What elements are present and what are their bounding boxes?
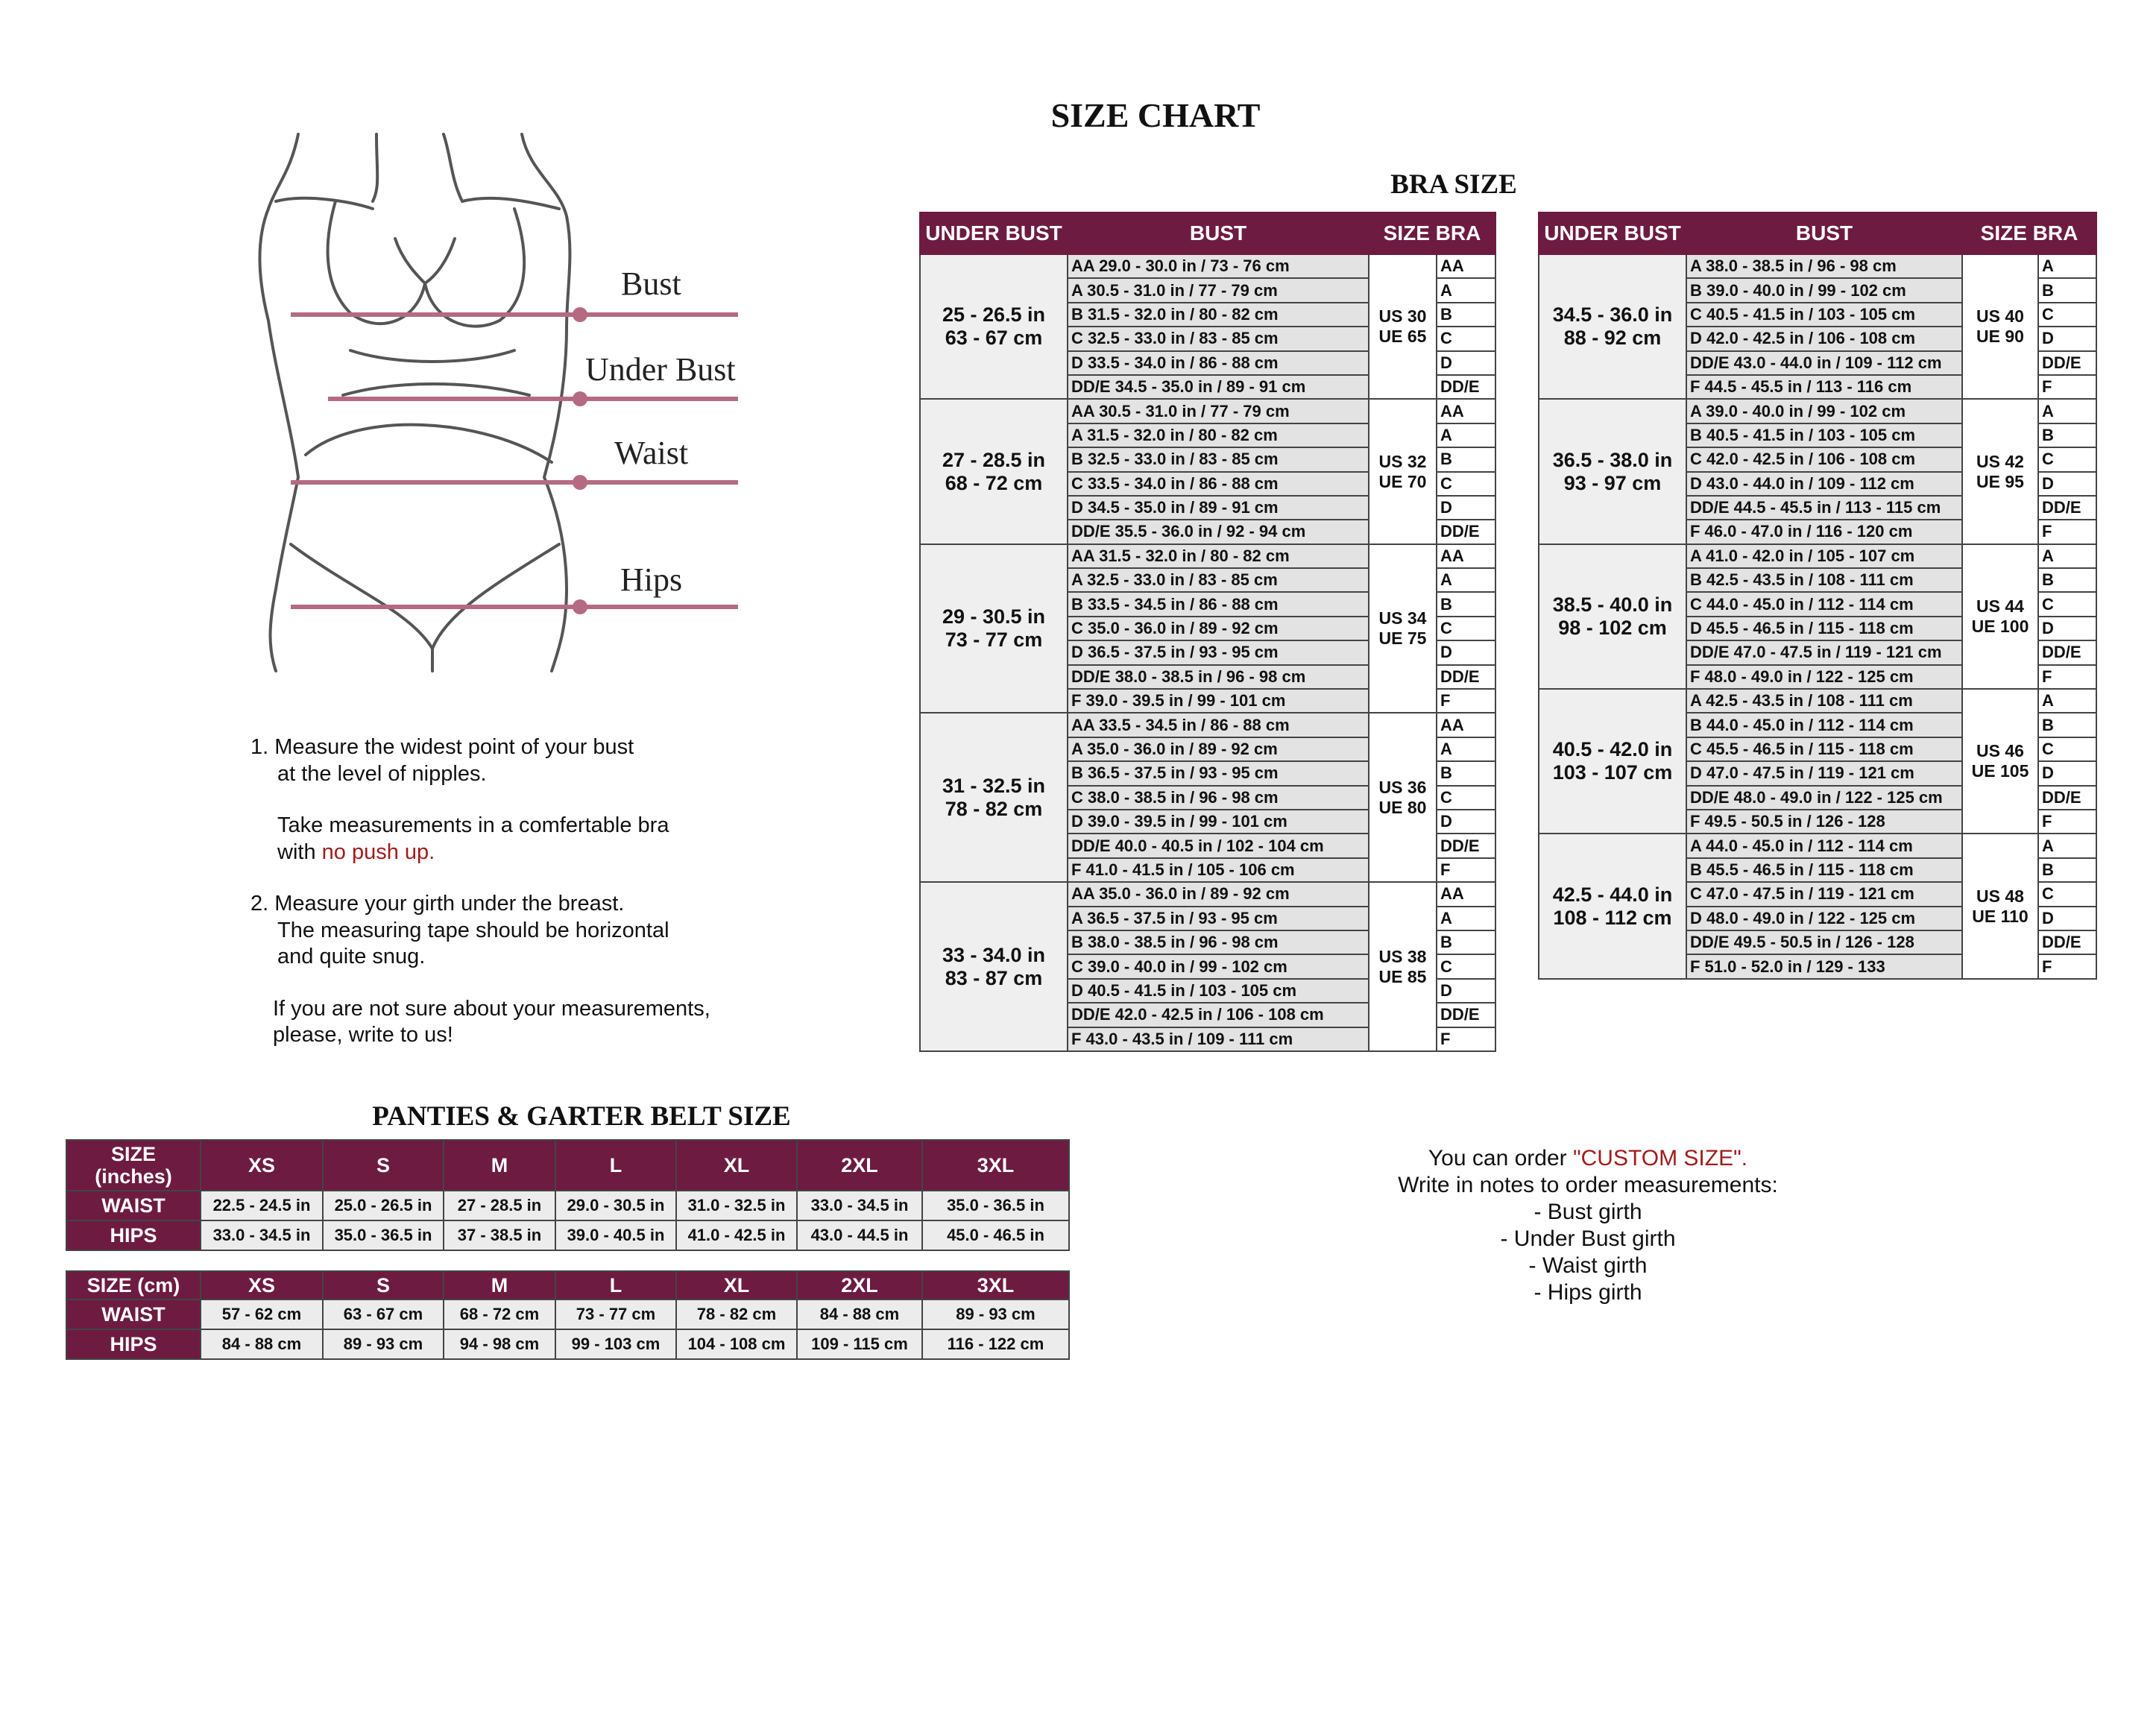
bra-size-row xyxy=(920,713,1495,737)
measurement-cell: 39.0 - 40.5 in xyxy=(555,1220,676,1250)
band-size-us: US 48 xyxy=(1976,886,2024,906)
cup-size: D xyxy=(2038,327,2096,350)
bra-size-row xyxy=(1539,399,2096,423)
cup-size: A xyxy=(2038,689,2096,713)
measurement-cell: 57 - 62 cm xyxy=(201,1299,323,1329)
bust-measurement: C 32.5 - 33.0 in / 83 - 85 cm xyxy=(1068,327,1369,350)
bust-measurement: C 35.0 - 36.0 in / 89 - 92 cm xyxy=(1068,617,1369,640)
cup-size: D xyxy=(2038,617,2096,640)
under-bust-inches: 27 - 28.5 in xyxy=(942,448,1046,471)
cup-size: D xyxy=(2038,472,2096,496)
band-size-cell xyxy=(1369,544,1437,713)
panties-row xyxy=(66,1191,1069,1220)
size-corner-line1: SIZE xyxy=(110,1143,156,1165)
size-inches-corner xyxy=(66,1140,201,1191)
measurement-cell: 116 - 122 cm xyxy=(922,1329,1069,1359)
custom-note-line xyxy=(1267,1145,1908,1172)
instruction-line: If you are not sure about your measurements, xyxy=(273,996,710,1021)
instruction-line: 2. Measure your girth under the breast. xyxy=(250,892,625,916)
torso-illustration xyxy=(246,127,768,693)
bust-measurement: A 35.0 - 36.0 in / 89 - 92 cm xyxy=(1068,737,1369,761)
bust-measurement: C 33.5 - 34.0 in / 86 - 88 cm xyxy=(1068,472,1369,496)
cup-size: D xyxy=(1437,640,1495,664)
row-label: HIPS xyxy=(66,1220,201,1250)
cup-size: C xyxy=(1437,617,1495,640)
bust-measurement: A 30.5 - 31.0 in / 77 - 79 cm xyxy=(1068,278,1369,302)
bust-measurement: B 36.5 - 37.5 in / 93 - 95 cm xyxy=(1068,761,1369,785)
size-m: M xyxy=(444,1140,555,1191)
cup-size: C xyxy=(2038,447,2096,471)
measurement-cell: 33.0 - 34.5 in xyxy=(797,1191,922,1220)
bust-measurement: A 39.0 - 40.0 in / 99 - 102 cm xyxy=(1686,399,1962,423)
under-bust-cm: 63 - 67 cm xyxy=(945,327,1043,350)
measurement-cell: 94 - 98 cm xyxy=(444,1329,555,1359)
cup-size: F xyxy=(2038,375,2096,399)
cup-size: B xyxy=(2038,858,2096,882)
measurement-cell: 45.0 - 46.5 in xyxy=(922,1220,1069,1250)
under-bust-cm: 78 - 82 cm xyxy=(945,797,1043,820)
measurement-cell: 43.0 - 44.5 in xyxy=(797,1220,922,1250)
no-push-up-highlight: no push up. xyxy=(321,839,435,864)
under-bust-cell xyxy=(1539,834,1686,978)
bra-size-row xyxy=(1539,834,2096,857)
cup-size: A xyxy=(2038,399,2096,423)
bust-measurement: B 45.5 - 46.5 in / 115 - 118 cm xyxy=(1686,858,1962,882)
size-2xl: 2XL xyxy=(797,1271,922,1299)
cup-size: B xyxy=(2038,713,2096,737)
size-xl: XL xyxy=(676,1140,797,1191)
custom-note-text: You can order xyxy=(1428,1146,1573,1171)
band-size-ue: UE 70 xyxy=(1378,471,1427,491)
bust-measurement: C 47.0 - 47.5 in / 119 - 121 cm xyxy=(1686,882,1962,906)
bust-measurement: DD/E 44.5 - 45.5 in / 113 - 115 cm xyxy=(1686,496,1962,520)
bust-measurement: F 41.0 - 41.5 in / 105 - 106 cm xyxy=(1068,858,1369,882)
band-size-ue: UE 100 xyxy=(1971,616,2029,636)
bust-measurement: F 43.0 - 43.5 in / 109 - 111 cm xyxy=(1068,1027,1369,1051)
header-under-bust: UNDER BUST xyxy=(1539,212,1686,254)
band-size-ue: UE 65 xyxy=(1378,327,1427,347)
size-xs: XS xyxy=(201,1271,323,1299)
bust-measurement: DD/E 35.5 - 36.0 in / 92 - 94 cm xyxy=(1068,520,1369,544)
measurement-cell: 35.0 - 36.5 in xyxy=(922,1191,1069,1220)
cup-size: D xyxy=(1437,810,1495,834)
bra-size-heading: BRA SIZE xyxy=(1390,169,1517,200)
measurement-cell: 63 - 67 cm xyxy=(323,1299,444,1329)
cup-size: B xyxy=(2038,278,2096,302)
under-bust-cell xyxy=(920,254,1068,399)
bust-measurement: DD/E 34.5 - 35.0 in / 89 - 91 cm xyxy=(1068,375,1369,399)
cup-size: B xyxy=(1437,447,1495,471)
band-size-cell xyxy=(1962,689,2038,834)
bust-measurement: B 32.5 - 33.0 in / 83 - 85 cm xyxy=(1068,447,1369,471)
bust-measurement: C 38.0 - 38.5 in / 96 - 98 cm xyxy=(1068,786,1369,810)
cup-size: F xyxy=(1437,689,1495,713)
under-bust-inches: 25 - 26.5 in xyxy=(942,303,1046,327)
instruction-text: with xyxy=(277,839,322,864)
bust-measurement: A 41.0 - 42.0 in / 105 - 107 cm xyxy=(1686,544,1962,568)
under-bust-cm: 98 - 102 cm xyxy=(1558,616,1667,639)
bust-measurement: DD/E 42.0 - 42.5 in / 106 - 108 cm xyxy=(1068,1003,1369,1027)
bust-measurement: D 36.5 - 37.5 in / 93 - 95 cm xyxy=(1068,640,1369,664)
bust-measurement: D 34.5 - 35.0 in / 89 - 91 cm xyxy=(1068,496,1369,520)
under-bust-inches: 29 - 30.5 in xyxy=(942,605,1046,628)
bust-measurement: B 40.5 - 41.5 in / 103 - 105 cm xyxy=(1686,423,1962,447)
measurement-cell: 84 - 88 cm xyxy=(797,1299,922,1329)
panties-row xyxy=(66,1329,1069,1359)
band-size-cell xyxy=(1962,544,2038,689)
bust-measurement: AA 33.5 - 34.5 in / 86 - 88 cm xyxy=(1068,713,1369,737)
bust-measurement: C 42.0 - 42.5 in / 106 - 108 cm xyxy=(1686,447,1962,471)
bust-measurement: D 42.0 - 42.5 in / 106 - 108 cm xyxy=(1686,327,1962,350)
cup-size: C xyxy=(1437,954,1495,978)
measurement-cell: 109 - 115 cm xyxy=(797,1329,922,1359)
bust-measurement: DD/E 38.0 - 38.5 in / 96 - 98 cm xyxy=(1068,665,1369,689)
measurement-cell: 41.0 - 42.5 in xyxy=(676,1220,797,1250)
under-bust-inches: 42.5 - 44.0 in xyxy=(1552,883,1673,906)
bust-measurement: B 31.5 - 32.0 in / 80 - 82 cm xyxy=(1068,303,1369,327)
bust-measurement: DD/E 48.0 - 49.0 in / 122 - 125 cm xyxy=(1686,786,1962,810)
bust-measurement: D 43.0 - 44.0 in / 109 - 112 cm xyxy=(1686,472,1962,496)
size-3xl: 3XL xyxy=(922,1271,1069,1299)
band-size-us: US 42 xyxy=(1976,451,2024,471)
measurement-cell: 89 - 93 cm xyxy=(323,1329,444,1359)
measurement-cell: 27 - 28.5 in xyxy=(444,1191,555,1220)
cup-size: C xyxy=(1437,786,1495,810)
cup-size: A xyxy=(1437,737,1495,761)
size-s: S xyxy=(323,1140,444,1191)
cup-size: F xyxy=(2038,954,2096,978)
bra-size-row xyxy=(1539,544,2096,568)
measurement-cell: 89 - 93 cm xyxy=(922,1299,1069,1329)
cup-size: A xyxy=(2038,834,2096,857)
bust-measurement: B 33.5 - 34.5 in / 86 - 88 cm xyxy=(1068,592,1369,616)
band-size-cell xyxy=(1369,254,1437,399)
bust-measurement: DD/E 49.5 - 50.5 in / 126 - 128 xyxy=(1686,930,1962,954)
cup-size: C xyxy=(1437,472,1495,496)
measurement-cell: 22.5 - 24.5 in xyxy=(201,1191,323,1220)
under-bust-cell xyxy=(1539,399,1686,544)
bra-size-table-right xyxy=(1538,212,2097,980)
size-xs: XS xyxy=(201,1140,323,1191)
cup-size: A xyxy=(1437,423,1495,447)
hips-label: Hips xyxy=(620,561,683,598)
cup-size: B xyxy=(1437,303,1495,327)
row-label: HIPS xyxy=(66,1329,201,1359)
measuring-instructions xyxy=(250,734,787,1049)
bust-measurement: D 40.5 - 41.5 in / 103 - 105 cm xyxy=(1068,979,1369,1003)
cup-size: DD/E xyxy=(2038,640,2096,664)
size-m: M xyxy=(444,1271,555,1299)
band-size-us: US 36 xyxy=(1378,777,1427,797)
cup-size: C xyxy=(2038,882,2096,906)
bust-measurement: D 39.0 - 39.5 in / 99 - 101 cm xyxy=(1068,810,1369,834)
panties-inches-table xyxy=(66,1139,1070,1251)
cup-size: B xyxy=(1437,930,1495,954)
bust-measurement: A 42.5 - 43.5 in / 108 - 111 cm xyxy=(1686,689,1962,713)
cup-size: C xyxy=(2038,737,2096,761)
under-bust-cm: 93 - 97 cm xyxy=(1563,471,1662,494)
cup-size: DD/E xyxy=(1437,375,1495,399)
cup-size: C xyxy=(2038,303,2096,327)
under-bust-cell xyxy=(920,882,1068,1051)
band-size-cell xyxy=(1369,399,1437,544)
measurement-cell: 31.0 - 32.5 in xyxy=(676,1191,797,1220)
band-size-cell xyxy=(1962,254,2038,399)
custom-size-note xyxy=(1267,1145,1908,1306)
cup-size: B xyxy=(1437,761,1495,785)
bust-measurement: F 48.0 - 49.0 in / 122 - 125 cm xyxy=(1686,665,1962,689)
instruction-line: and quite snug. xyxy=(277,945,426,968)
cup-size: F xyxy=(2038,810,2096,834)
under-bust-inches: 33 - 34.0 in xyxy=(942,943,1046,966)
size-s: S xyxy=(323,1271,444,1299)
measurement-cell: 33.0 - 34.5 in xyxy=(201,1220,323,1250)
band-size-us: US 40 xyxy=(1976,306,2024,327)
cup-size: AA xyxy=(1437,713,1495,737)
bust-measurement: D 45.5 - 46.5 in / 115 - 118 cm xyxy=(1686,617,1962,640)
under-bust-cell xyxy=(1539,254,1686,399)
page-title: SIZE CHART xyxy=(1050,96,1261,134)
instruction-line xyxy=(250,839,787,866)
bra-size-row xyxy=(920,254,1495,278)
measurement-cell: 68 - 72 cm xyxy=(444,1299,555,1329)
cup-size: F xyxy=(2038,665,2096,689)
band-size-ue: UE 110 xyxy=(1972,906,2029,926)
cup-size: DD/E xyxy=(2038,351,2096,375)
cup-size: DD/E xyxy=(2038,786,2096,810)
cup-size: A xyxy=(2038,544,2096,568)
row-label: WAIST xyxy=(66,1299,201,1329)
panties-heading: PANTIES & GARTER BELT SIZE xyxy=(372,1101,791,1132)
cup-size: A xyxy=(1437,907,1495,930)
under-bust-inches: 36.5 - 38.0 in xyxy=(1552,448,1673,471)
cup-size: DD/E xyxy=(1437,834,1495,857)
cup-size: AA xyxy=(1437,254,1495,278)
cup-size: D xyxy=(1437,979,1495,1003)
custom-note-item: - Bust girth xyxy=(1534,1200,1642,1224)
custom-note-item: - Waist girth xyxy=(1528,1253,1648,1278)
band-size-ue: UE 90 xyxy=(1976,327,2024,347)
instruction-line: at the level of nipples. xyxy=(277,761,487,786)
cup-size: C xyxy=(1437,327,1495,350)
bust-measurement: D 48.0 - 49.0 in / 122 - 125 cm xyxy=(1686,907,1962,930)
band-size-us: US 44 xyxy=(1976,596,2024,616)
header-size-bra: SIZE BRA xyxy=(1962,212,2096,254)
cup-size: B xyxy=(1437,592,1495,616)
band-size-us: US 34 xyxy=(1378,608,1427,628)
bust-measurement: F 39.0 - 39.5 in / 99 - 101 cm xyxy=(1068,689,1369,713)
under-bust-cm: 83 - 87 cm xyxy=(945,966,1043,989)
under-bust-cm: 108 - 112 cm xyxy=(1553,906,1672,929)
size-3xl: 3XL xyxy=(922,1140,1069,1191)
bra-size-row xyxy=(920,882,1495,906)
cup-size: F xyxy=(1437,1027,1495,1051)
custom-note-line: Write in notes to order measurements: xyxy=(1398,1173,1778,1197)
cup-size: AA xyxy=(1437,882,1495,906)
bust-measurement: F 51.0 - 52.0 in / 129 - 133 xyxy=(1686,954,1962,978)
size-l: L xyxy=(555,1271,676,1299)
cup-size: D xyxy=(2038,907,2096,930)
header-bust: BUST xyxy=(1068,212,1369,254)
bust-measurement: A 38.0 - 38.5 in / 96 - 98 cm xyxy=(1686,254,1962,278)
bust-measurement: F 46.0 - 47.0 in / 116 - 120 cm xyxy=(1686,520,1962,544)
cup-size: B xyxy=(2038,568,2096,592)
under-bust-inches: 40.5 - 42.0 in xyxy=(1552,738,1673,761)
bust-measurement: A 44.0 - 45.0 in / 112 - 114 cm xyxy=(1686,834,1962,857)
custom-note-item: - Hips girth xyxy=(1534,1280,1642,1305)
bra-size-row xyxy=(920,399,1495,423)
bra-size-row xyxy=(1539,254,2096,278)
measurement-cell: 37 - 38.5 in xyxy=(444,1220,555,1250)
bust-measurement: C 44.0 - 45.0 in / 112 - 114 cm xyxy=(1686,592,1962,616)
bust-measurement: DD/E 43.0 - 44.0 in / 109 - 112 cm xyxy=(1686,351,1962,375)
under-bust-cell xyxy=(1539,544,1686,689)
cup-size: D xyxy=(1437,496,1495,520)
bra-size-table-left xyxy=(919,212,1496,1052)
panties-row xyxy=(66,1299,1069,1329)
cup-size: B xyxy=(2038,423,2096,447)
band-size-us: US 46 xyxy=(1976,741,2024,761)
bust-measurement: C 45.5 - 46.5 in / 115 - 118 cm xyxy=(1686,737,1962,761)
instruction-line: 1. Measure the widest point of your bust xyxy=(250,735,634,759)
under-bust-cell xyxy=(1539,689,1686,834)
bust-measurement: DD/E 47.0 - 47.5 in / 119 - 121 cm xyxy=(1686,640,1962,664)
band-size-us: US 38 xyxy=(1378,946,1427,966)
size-2xl: 2XL xyxy=(797,1140,922,1191)
bust-measurement: B 44.0 - 45.0 in / 112 - 114 cm xyxy=(1686,713,1962,737)
cup-size: DD/E xyxy=(1437,665,1495,689)
band-size-us: US 32 xyxy=(1378,451,1427,471)
size-cm-corner: SIZE (cm) xyxy=(66,1271,201,1299)
cup-size: AA xyxy=(1437,544,1495,568)
under-bust-cell xyxy=(920,544,1068,713)
bust-measurement: AA 30.5 - 31.0 in / 77 - 79 cm xyxy=(1068,399,1369,423)
bust-measurement: B 42.5 - 43.5 in / 108 - 111 cm xyxy=(1686,568,1962,592)
measurement-cell: 29.0 - 30.5 in xyxy=(555,1191,676,1220)
bust-measurement: C 40.5 - 41.5 in / 103 - 105 cm xyxy=(1686,303,1962,327)
band-size-us: US 30 xyxy=(1378,306,1427,327)
measurement-cell: 25.0 - 26.5 in xyxy=(323,1191,444,1220)
cup-size: AA xyxy=(1437,399,1495,423)
header-size-bra: SIZE BRA xyxy=(1369,212,1495,254)
custom-note-item: - Under Bust girth xyxy=(1500,1226,1676,1251)
bust-measurement: A 36.5 - 37.5 in / 93 - 95 cm xyxy=(1068,907,1369,930)
cup-size: F xyxy=(2038,520,2096,544)
header-under-bust: UNDER BUST xyxy=(920,212,1068,254)
bust-measurement: DD/E 40.0 - 40.5 in / 102 - 104 cm xyxy=(1068,834,1369,857)
band-size-ue: UE 85 xyxy=(1378,966,1427,986)
band-size-cell xyxy=(1369,713,1437,882)
panties-cm-table xyxy=(66,1270,1070,1360)
under-bust-inches: 38.5 - 40.0 in xyxy=(1552,593,1673,616)
measurement-cell: 104 - 108 cm xyxy=(676,1329,797,1359)
size-l: L xyxy=(555,1140,676,1191)
waist-label: Waist xyxy=(614,435,689,471)
cup-size: A xyxy=(2038,254,2096,278)
bust-measurement: D 47.0 - 47.5 in / 119 - 121 cm xyxy=(1686,761,1962,785)
under-bust-cm: 88 - 92 cm xyxy=(1563,327,1662,350)
bust-measurement: C 39.0 - 40.0 in / 99 - 102 cm xyxy=(1068,954,1369,978)
band-size-cell xyxy=(1962,399,2038,544)
cup-size: C xyxy=(2038,592,2096,616)
cup-size: DD/E xyxy=(2038,930,2096,954)
band-size-ue: UE 75 xyxy=(1378,628,1427,649)
size-corner-line2: (inches) xyxy=(95,1165,172,1188)
instruction-line: please, write to us! xyxy=(273,1023,453,1047)
cup-size: A xyxy=(1437,278,1495,302)
measurement-cell: 78 - 82 cm xyxy=(676,1299,797,1329)
band-size-ue: UE 105 xyxy=(1971,761,2029,781)
bust-measurement: AA 35.0 - 36.0 in / 89 - 92 cm xyxy=(1068,882,1369,906)
measurement-cell: 84 - 88 cm xyxy=(201,1329,323,1359)
header-bust: BUST xyxy=(1686,212,1962,254)
bust-measurement: A 31.5 - 32.0 in / 80 - 82 cm xyxy=(1068,423,1369,447)
bust-measurement: D 33.5 - 34.0 in / 86 - 88 cm xyxy=(1068,351,1369,375)
under-bust-cell xyxy=(920,399,1068,544)
custom-size-highlight: "CUSTOM SIZE". xyxy=(1572,1146,1748,1171)
under-bust-inches: 31 - 32.5 in xyxy=(942,774,1046,797)
cup-size: D xyxy=(2038,761,2096,785)
bust-measurement: B 38.0 - 38.5 in / 96 - 98 cm xyxy=(1068,930,1369,954)
under-bust-cm: 68 - 72 cm xyxy=(945,471,1043,494)
cup-size: D xyxy=(1437,351,1495,375)
bust-measurement: AA 31.5 - 32.0 in / 80 - 82 cm xyxy=(1068,544,1369,568)
bust-measurement: AA 29.0 - 30.0 in / 73 - 76 cm xyxy=(1068,254,1369,278)
cup-size: DD/E xyxy=(1437,520,1495,544)
band-size-ue: UE 80 xyxy=(1378,797,1427,817)
under-bust-label: Under Bust xyxy=(585,351,736,388)
measurement-cell: 99 - 103 cm xyxy=(555,1329,676,1359)
under-bust-inches: 34.5 - 36.0 in xyxy=(1552,303,1673,327)
bust-measurement: F 49.5 - 50.5 in / 126 - 128 xyxy=(1686,810,1962,834)
size-xl: XL xyxy=(676,1271,797,1299)
measurement-cell: 73 - 77 cm xyxy=(555,1299,676,1329)
under-bust-cell xyxy=(920,713,1068,882)
panties-row xyxy=(66,1220,1069,1250)
cup-size: A xyxy=(1437,568,1495,592)
under-bust-cm: 73 - 77 cm xyxy=(945,628,1043,652)
band-size-cell xyxy=(1369,882,1437,1051)
bra-size-row xyxy=(1539,689,2096,713)
under-bust-cm: 103 - 107 cm xyxy=(1552,761,1673,784)
cup-size: F xyxy=(1437,858,1495,882)
instruction-line: Take measurements in a comfertable bra xyxy=(277,813,669,837)
row-label: WAIST xyxy=(66,1191,201,1220)
bra-size-row xyxy=(920,544,1495,568)
bust-measurement: B 39.0 - 40.0 in / 99 - 102 cm xyxy=(1686,278,1962,302)
band-size-ue: UE 95 xyxy=(1976,471,2024,491)
instruction-line: The measuring tape should be horizontal xyxy=(277,918,669,942)
band-size-cell xyxy=(1962,834,2038,978)
measurement-cell: 35.0 - 36.5 in xyxy=(323,1220,444,1250)
bust-measurement: A 32.5 - 33.0 in / 83 - 85 cm xyxy=(1068,568,1369,592)
bust-label: Bust xyxy=(621,265,681,302)
bust-measurement: F 44.5 - 45.5 in / 113 - 116 cm xyxy=(1686,375,1962,399)
cup-size: DD/E xyxy=(2038,496,2096,520)
cup-size: DD/E xyxy=(1437,1003,1495,1027)
